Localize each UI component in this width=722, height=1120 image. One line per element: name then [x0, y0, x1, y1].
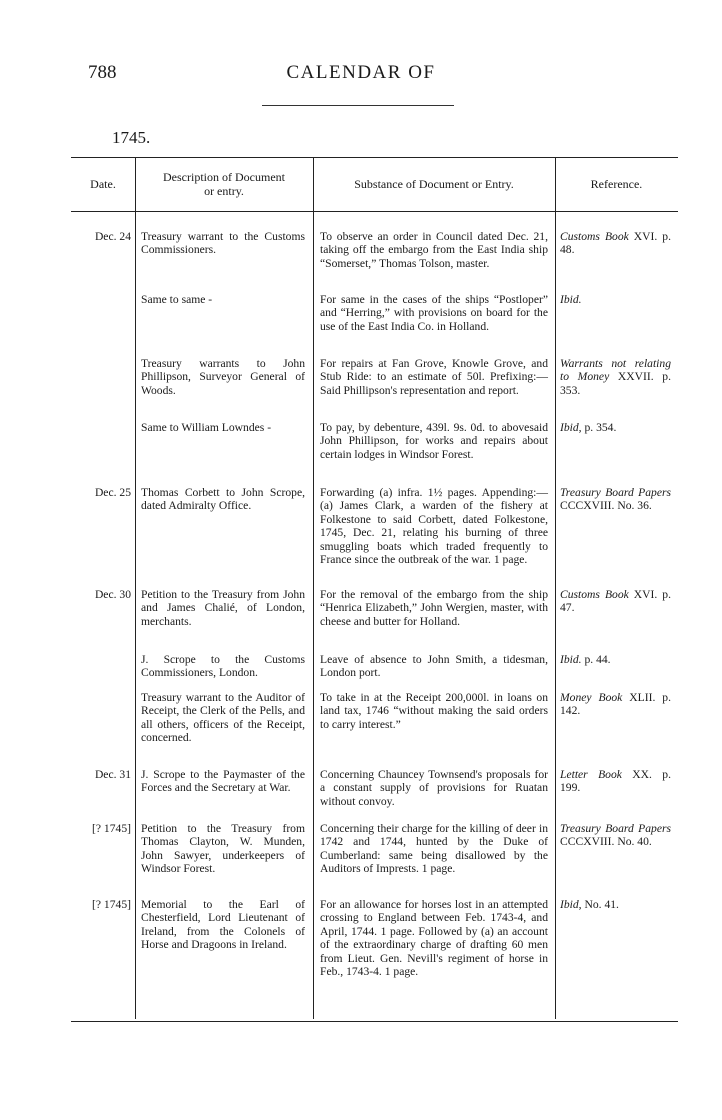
row-description: Treasury warrant to the Auditor of Receipt, the Clerk of the Pells, and all others, officers of the Receipt, concerned. — [141, 691, 305, 745]
row-date: Dec. 25 — [94, 486, 131, 499]
header-description-line1: Description of Document — [163, 170, 285, 184]
row-substance: For the removal of the embargo from the ship “Henrica Elizabeth,” John Wergien, master, with cheese and butter for Holland. — [320, 588, 548, 628]
row-substance: Leave of absence to John Smith, a tidesman, London port. — [320, 653, 548, 680]
row-description: Same to William Lowndes - — [141, 421, 272, 434]
row-substance: To take in at the Receipt 200,000l. in loans on land tax, 1746 “without making the said orders to carry interest.” — [320, 691, 548, 731]
row-description: Petition to the Treasury from Thomas Clayton, W. Munden, John Sawyer, underkeepers of Windsor Forest. — [141, 822, 305, 876]
row-description: Treasury warrant to the Customs Commissioners. — [141, 230, 305, 257]
calendar-table — [71, 157, 678, 1019]
row-reference-location: XX. p. 199. — [560, 768, 671, 795]
header-description-line2: or entry. — [204, 184, 244, 198]
row-reference-source: Ibid. — [560, 653, 582, 666]
running-head: CALENDAR OF — [286, 62, 436, 83]
row-reference-location: p. 44. — [584, 653, 611, 666]
table-bottom-rule — [71, 1021, 678, 1022]
row-description: J. Scrope to the Customs Commissioners, London. — [141, 653, 305, 680]
column-divider — [135, 157, 136, 1019]
row-reference — [560, 768, 671, 795]
row-reference — [560, 588, 671, 615]
header-rule — [262, 105, 454, 106]
row-reference — [560, 486, 671, 513]
row-substance: Concerning Chauncey Townsend's proposals for a constant supply of provisions for Ruatan without convoy. — [320, 768, 548, 808]
column-divider — [555, 157, 556, 1019]
column-divider — [313, 157, 314, 1019]
row-reference — [560, 230, 671, 257]
row-substance: For same in the cases of the ships “Postloper” and “Herring,” with provisions on board for the use of the East India Co. in Holland. — [320, 293, 548, 333]
header-substance: Substance of Document or Entry. — [354, 177, 514, 191]
row-substance: To observe an order in Council dated Dec. 21, taking off the embargo from the East India ship “Somerset,” Thomas Tolson, master. — [320, 230, 548, 270]
row-reference-location: XXVII. p. 353. — [560, 370, 671, 397]
header-date: Date. — [90, 177, 116, 191]
row-substance: For an allowance for horses lost in an attempted crossing to England between Feb. 1743-4, and April, 1744. 1 page. Followed by (a) an account of the extraordinary charge of drafting 60 men from Lieut. Gen. Nevill's regiment of horse in Feb., 1743-4. 1 page. — [320, 898, 548, 979]
row-reference-location: XLII. p. 142. — [560, 691, 672, 718]
row-substance: Forwarding (a) infra. 1½ pages. Appending:—(a) James Clark, a warden of the fishery at Folkestone to said Corbett, dated Folkestone, 1745, Dec. 21, relating his burning of three smuggling boats which traded frequently to France since the outbreak of the war. 1 page. — [320, 486, 548, 567]
row-substance: Concerning their charge for the killing of deer in 1742 and 1744, hunted by the Duke of Cumberland: same being disallowed by the Auditors of Imprests. 1 page. — [320, 822, 548, 876]
row-reference-source: Treasury Board Papers — [560, 822, 671, 835]
row-substance: For repairs at Fan Grove, Knowle Grove, and Stub Ride: to an estimate of 50l. Prefixing:—Said Phillipson's representation and report. — [320, 357, 548, 397]
row-reference — [560, 293, 671, 306]
row-reference-source: Ibid. — [560, 293, 582, 306]
row-description: Thomas Corbett to John Scrope, dated Admiralty Office. — [141, 486, 305, 513]
row-date: [? 1745] — [92, 898, 131, 911]
row-reference-location: No. 41. — [584, 898, 619, 911]
row-reference — [560, 421, 671, 434]
row-date: [? 1745] — [92, 822, 131, 835]
row-reference-location: XVI. p. 48. — [560, 230, 671, 257]
row-reference-source: Letter Book — [560, 768, 622, 781]
row-reference-location: XVI. p. 47. — [560, 588, 671, 615]
row-reference-source: Warrants not relating to Money — [560, 357, 671, 384]
row-date: Dec. 31 — [94, 768, 131, 781]
year-heading: 1745. — [112, 128, 151, 147]
row-reference — [560, 822, 671, 849]
row-reference-source: Ibid, — [560, 421, 582, 434]
row-reference-location: CCCXVIII. No. 36. — [560, 499, 652, 513]
header-bottom-rule — [71, 211, 678, 212]
row-reference-location: CCCXVIII. No. 40. — [560, 835, 652, 849]
row-description: Treasury warrants to John Phillipson, Surveyor General of Woods. — [141, 357, 305, 397]
row-reference-source: Treasury Board Papers — [560, 486, 671, 499]
row-reference-source: Money Book — [560, 691, 623, 704]
row-date: Dec. 30 — [94, 588, 131, 601]
row-reference-source: Customs Book — [560, 588, 629, 601]
row-description: J. Scrope to the Paymaster of the Forces and the Secretary at War. — [141, 768, 305, 795]
row-reference — [560, 357, 671, 397]
page-number: 788 — [88, 62, 117, 83]
row-description: Memorial to the Earl of Chesterfield, Lord Lieutenant of Ireland, from the Colonels of Horse and Dragoons in Ireland. — [141, 898, 305, 952]
row-reference-source: Customs Book — [560, 230, 629, 243]
row-substance: To pay, by debenture, 439l. 9s. 0d. to abovesaid John Phillipson, for works and repairs about certain lodges in Windsor Forest. — [320, 421, 548, 461]
header-reference: Reference. — [590, 177, 643, 191]
row-reference — [560, 691, 671, 718]
row-reference-location: p. 354. — [584, 421, 617, 434]
row-reference — [560, 898, 671, 911]
row-description: Petition to the Treasury from John and James Chalié, of London, merchants. — [141, 588, 305, 628]
row-description: Same to same - — [141, 293, 213, 306]
row-reference-source: Ibid, — [560, 898, 582, 911]
header-description — [135, 157, 313, 211]
row-reference — [560, 653, 671, 666]
row-date: Dec. 24 — [94, 230, 131, 243]
